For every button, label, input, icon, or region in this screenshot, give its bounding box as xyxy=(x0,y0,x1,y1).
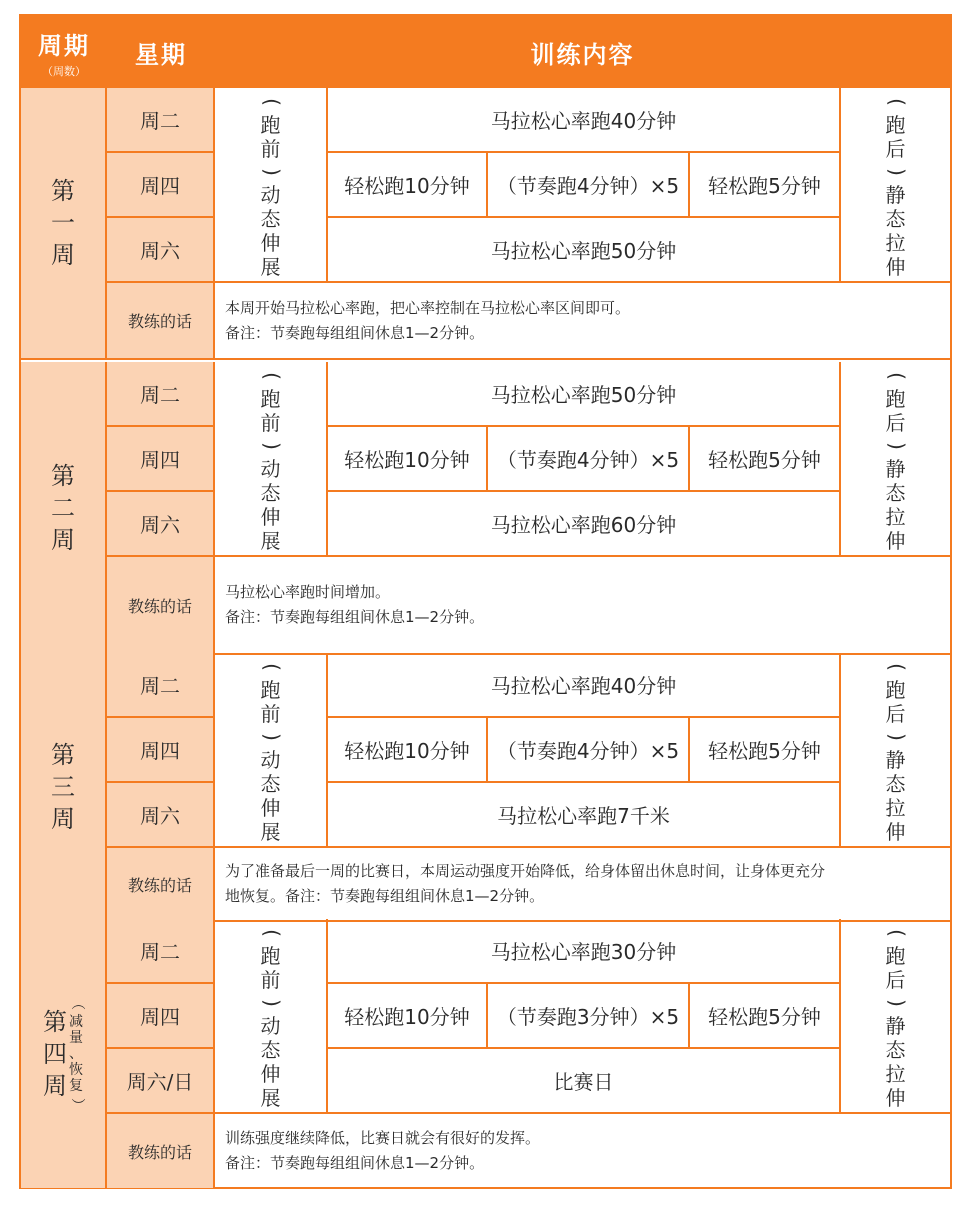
week-3-warmup-text: ( 跑 前 ) 动 态 伸 展 xyxy=(259,662,284,844)
week-2-coach-note xyxy=(215,557,950,655)
week-4-thu-easy-end: 轻松跑5分钟 xyxy=(690,984,841,1049)
week-2-cooldown-text: ( 跑 后 ) 静 态 拉 伸 xyxy=(884,371,909,553)
coach-note-line: 备注：节奏跑每组组间休息1—2分钟。 xyxy=(225,323,485,342)
week-2-day-3: 周六 xyxy=(107,492,215,557)
coach-note-line: 本周开始马拉松心率跑，把心率控制在马拉松心率区间即可。 xyxy=(225,298,631,317)
week-4-tue-activity: 马拉松心率跑30分钟 xyxy=(328,919,841,984)
week-4-warmup xyxy=(215,919,328,1114)
week-1-coach-label: 教练的话 xyxy=(107,283,215,360)
week-3-coach-note xyxy=(215,848,950,922)
week-2-thu-easy-start: 轻松跑10分钟 xyxy=(328,427,488,492)
week-2-coach-label: 教练的话 xyxy=(107,557,215,655)
coach-note-line: 马拉松心率跑时间增加。 xyxy=(225,583,391,601)
week-2-sat-activity: 马拉松心率跑60分钟 xyxy=(328,492,841,557)
week-3-tue-activity: 马拉松心率跑40分钟 xyxy=(328,653,841,718)
coach-note-line: 为了准备最后一周的比赛日，本周运动强度开始降低，给身体留出休息时间，让身体更充分 xyxy=(225,862,826,880)
week-1-coach-note-text xyxy=(225,296,934,346)
week-1-day-2: 周四 xyxy=(107,153,215,218)
header-weekday xyxy=(107,16,215,88)
training-plan-table xyxy=(19,14,952,1189)
week-3-day-3: 周六 xyxy=(107,783,215,848)
week-1-warmup xyxy=(215,88,328,283)
week-1-cooldown xyxy=(841,88,950,283)
week-2-coach-note-text xyxy=(225,580,934,630)
week-3-thu-easy-start: 轻松跑10分钟 xyxy=(328,718,488,783)
week-1-sat-activity: 马拉松心率跑50分钟 xyxy=(328,218,841,283)
week-1-cooldown-text: ( 跑 后 ) 静 态 拉 伸 xyxy=(884,97,909,279)
week-2-thu-tempo: （节奏跑4分钟）×5 xyxy=(488,427,690,492)
week-1-tue-activity: 马拉松心率跑40分钟 xyxy=(328,88,841,153)
week-1-day-3: 周六 xyxy=(107,218,215,283)
header-period-label: 周期 xyxy=(38,31,90,60)
week-1-period xyxy=(21,88,107,360)
week-1-thu-easy-end: 轻松跑5分钟 xyxy=(690,153,841,218)
week-2-warmup xyxy=(215,362,328,557)
week-4-period-label: 第 四 周 xyxy=(43,1007,67,1100)
week-2-cooldown xyxy=(841,362,950,557)
week-3-day-1: 周二 xyxy=(107,653,215,718)
week-1-warmup-text: ( 跑 前 ) 动 态 伸 展 xyxy=(259,97,284,279)
week-2-warmup-text: ( 跑 前 ) 动 态 伸 展 xyxy=(259,371,284,553)
week-4-sat-activity: 比赛日 xyxy=(328,1049,841,1114)
week-3-cooldown xyxy=(841,653,950,848)
week-1-coach-note xyxy=(215,283,950,360)
week-2-tue-activity: 马拉松心率跑50分钟 xyxy=(328,362,841,427)
week-3-coach-note-text xyxy=(225,859,934,909)
week-4-day-2: 周四 xyxy=(107,984,215,1049)
week-3-thu-tempo: （节奏跑4分钟）×5 xyxy=(488,718,690,783)
header-period xyxy=(21,16,107,88)
week-4-day-3: 周六/日 xyxy=(107,1049,215,1114)
week-2-period xyxy=(21,362,107,655)
week-1-thu-easy-start: 轻松跑10分钟 xyxy=(328,153,488,218)
coach-note-line: 地恢复。备注：节奏跑每组组间休息1—2分钟。 xyxy=(225,887,545,905)
week-4-period xyxy=(21,919,107,1188)
week-3-thu-easy-end: 轻松跑5分钟 xyxy=(690,718,841,783)
coach-note-line: 训练强度继续降低，比赛日就会有很好的发挥。 xyxy=(225,1129,541,1147)
week-4-warmup-text: ( 跑 前 ) 动 态 伸 展 xyxy=(259,928,284,1110)
week-4-thu-tempo: （节奏跑3分钟）×5 xyxy=(488,984,690,1049)
week-1-thu-tempo: （节奏跑4分钟）×5 xyxy=(488,153,690,218)
week-3-period xyxy=(21,653,107,922)
week-1-period-label: 第 一 周 xyxy=(51,177,75,269)
week-3-coach-label: 教练的话 xyxy=(107,848,215,922)
week-4-cooldown xyxy=(841,919,950,1114)
week-2-day-1: 周二 xyxy=(107,362,215,427)
header-content xyxy=(215,16,950,88)
week-4-thu-easy-start: 轻松跑10分钟 xyxy=(328,984,488,1049)
header-weekday-label: 星期 xyxy=(135,40,187,69)
week-4-day-1: 周二 xyxy=(107,919,215,984)
header-content-label: 训练内容 xyxy=(530,40,635,69)
week-3-day-2: 周四 xyxy=(107,718,215,783)
week-4-cooldown-text: ( 跑 后 ) 静 态 拉 伸 xyxy=(884,928,909,1110)
week-4-coach-label: 教练的话 xyxy=(107,1114,215,1188)
week-4-period-sub: （ 减 量 、 恢 复 ） xyxy=(69,995,85,1112)
week-3-cooldown-text: ( 跑 后 ) 静 态 拉 伸 xyxy=(884,662,909,844)
coach-note-line: 备注：节奏跑每组组间休息1—2分钟。 xyxy=(225,1154,485,1172)
week-4-coach-note-text xyxy=(225,1126,934,1176)
week-3-sat-activity: 马拉松心率跑7千米 xyxy=(328,783,841,848)
week-2-day-2: 周四 xyxy=(107,427,215,492)
week-4-coach-note xyxy=(215,1114,950,1188)
coach-note-line: 备注：节奏跑每组组间休息1—2分钟。 xyxy=(225,608,485,626)
header-period-sub: （周数） xyxy=(42,64,86,78)
week-2-thu-easy-end: 轻松跑5分钟 xyxy=(690,427,841,492)
week-1-day-1: 周二 xyxy=(107,88,215,153)
week-2-period-label: 第 二 周 xyxy=(51,461,75,554)
week-3-warmup xyxy=(215,653,328,848)
week-3-period-label: 第 三 周 xyxy=(51,740,75,833)
